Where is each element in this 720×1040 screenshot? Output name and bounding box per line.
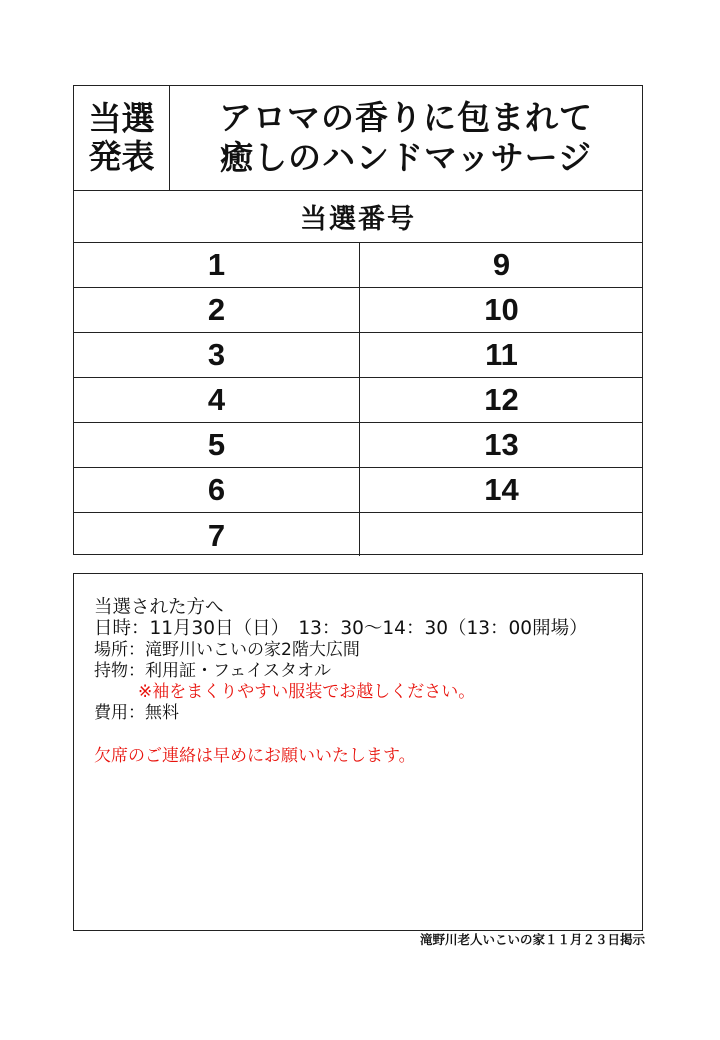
event-title [170, 86, 642, 190]
event-info [94, 598, 632, 767]
number-row [74, 513, 642, 558]
number-row [74, 423, 642, 468]
winners-card [73, 85, 643, 555]
number-cell: 11 [485, 337, 518, 372]
info-belongings-note: ※袖をまくりやすい服装でお越しください。 [138, 682, 476, 702]
number-row [74, 378, 642, 423]
number-cell: 2 [207, 292, 226, 327]
number-cell: 10 [484, 292, 519, 327]
announcement-label-line1: 当選 [88, 99, 155, 138]
info-belongings: 持物：利用証・フェイスタオル [94, 661, 331, 681]
info-fee: 費用：無料 [94, 703, 179, 723]
number-cell: 6 [207, 472, 226, 507]
number-cell: 5 [207, 427, 226, 462]
number-row [74, 468, 642, 513]
event-title-line2: 癒しのハンドマッサージ [219, 138, 593, 177]
number-cell: 14 [484, 472, 519, 507]
number-cell: 12 [484, 382, 519, 417]
number-cell [359, 513, 644, 558]
number-cell: 3 [207, 337, 226, 372]
announcement-label-line2: 発表 [88, 137, 155, 176]
info-intro: 当選された方へ [94, 597, 224, 618]
number-row [74, 243, 642, 288]
number-row [74, 288, 642, 333]
number-cell: 9 [492, 247, 511, 282]
event-title-line1: アロマの香りに包まれて [219, 98, 593, 137]
info-gap [94, 724, 632, 746]
info-absence-note: 欠席のご連絡は早めにお願いいたします。 [94, 746, 416, 766]
event-info-card [73, 573, 643, 931]
winning-numbers-heading: 当選番号 [74, 191, 642, 243]
number-cell: 7 [207, 517, 226, 553]
number-cell: 4 [207, 382, 226, 417]
announcement-label [74, 86, 170, 190]
posting-footer: 滝野川老人いこいの家１１月２３日掲示 [419, 932, 645, 947]
info-place: 場所：滝野川いこいの家2階大広間 [94, 640, 360, 660]
number-row [74, 333, 642, 378]
info-datetime: 日時：11月30日（日） 13：30～14：30（13：00開場） [94, 618, 588, 639]
number-cell: 13 [484, 427, 519, 462]
number-cell: 1 [207, 247, 226, 282]
header-row [74, 86, 642, 191]
